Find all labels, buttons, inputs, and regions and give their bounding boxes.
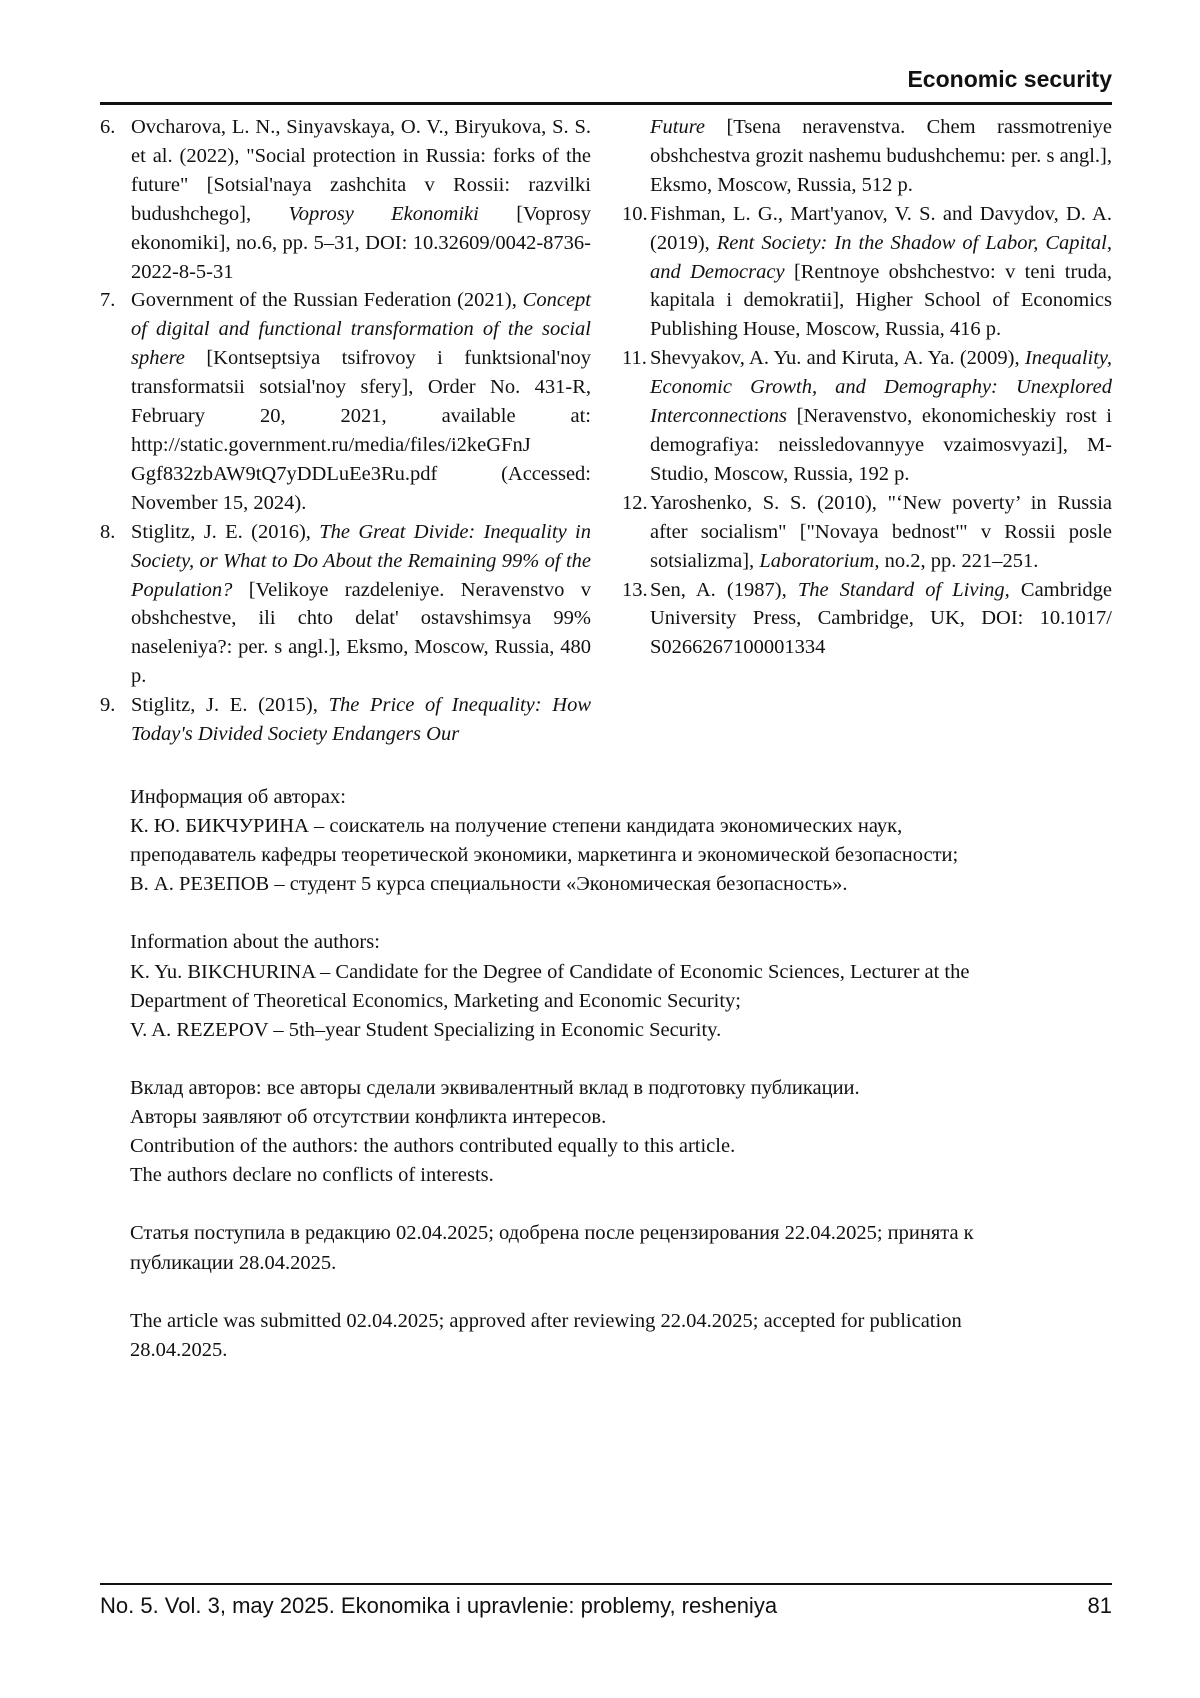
reference-title: Inequality, Economic Growth, and Demography: Unexplored Interconnections — [650, 347, 1112, 427]
author-information — [130, 783, 1090, 1394]
info-paragraph — [130, 783, 1090, 899]
info-paragraph — [130, 1307, 1090, 1365]
reference-number: 13. — [622, 576, 648, 605]
info-paragraph — [130, 928, 1090, 1044]
reference-item — [100, 286, 591, 517]
reference-text: Stiglitz, J. E. (2015), — [131, 694, 329, 716]
reference-text: Yaroshenko, S. S. (2010), "‘New poverty’ in Russia after socialism" ["Novaya bednost'" v Rossii posle sotsializma], — [650, 492, 1112, 572]
footer-rule — [100, 1583, 1112, 1585]
info-line: В. А. РЕЗЕПОВ – студент 5 курса специальности «Экономическая безопасность». — [130, 870, 1090, 899]
reference-text: [Kontseptsiya tsifrovoy i funktsional'noy transformatsii sotsial'noy sfery], Order No. 431-R, February 20, 2021, available at: http://static.government.ru/media/files/i2keGFnJ Ggf832zbAW9tQ7yDDLuEe3Ru.pdf (Accessed: November 15, 2024). — [131, 347, 591, 514]
info-line: K. Yu. BIKCHURINA – Candidate for the Degree of Candidate of Economic Sciences, Lecturer at the — [130, 958, 1090, 987]
reference-text: [Voprosy ekonomiki], no.6, pp. 5–31, DOI: 10.32609/0042-8736-2022-8-5-31 — [131, 203, 591, 283]
page-number: 81 — [1088, 1593, 1112, 1619]
reference-title: Concept of digital and functional transformation of the social sphere — [131, 289, 591, 369]
reference-number: 7. — [100, 286, 115, 315]
info-line: К. Ю. БИКЧУРИНА – соискатель на получение степени кандидата экономических наук, — [130, 812, 1090, 841]
reference-continuation — [622, 113, 1112, 200]
reference-item — [622, 344, 1112, 489]
reference-title: The Great Divide: Inequality in Society, or What to Do About the Remaining 99% of the Population? — [131, 521, 591, 601]
reference-title: Voprosy Ekonomiki — [289, 203, 479, 225]
reference-title: Future — [650, 116, 705, 138]
reference-number: 9. — [100, 691, 115, 720]
journal-citation: No. 5. Vol. 3, may 2025. Ekonomika i upravlenie: problemy, resheniya — [100, 1593, 777, 1619]
reference-text: [Velikoye razdeleniye. Neravenstvo v obshchestve, ili chto delat' ostavshimsya 99% naseleniya?: per. s angl.], Eksmo, Moscow, Russia, 480 p. — [131, 579, 591, 688]
info-line: Department of Theoretical Economics, Marketing and Economic Security; — [130, 987, 1090, 1016]
reference-item — [622, 200, 1112, 345]
references-column-right — [622, 113, 1112, 662]
reference-text: Ovcharova, L. N., Sinyavskaya, O. V., Biryukova, S. S. et al. (2022), "Social protection in Russia: forks of the future" [Sotsial'naya zashchita v Rossii: razvilki budushchego], — [131, 116, 591, 225]
reference-item — [622, 576, 1112, 663]
section-header: Economic security — [907, 66, 1112, 93]
reference-title: Rent Society: In the Shadow of Labor, Capital, and Democracy — [650, 232, 1112, 283]
reference-number: 10. — [622, 200, 648, 229]
reference-text: Sen, A. (1987), — [650, 579, 798, 601]
reference-text: Shevyakov, A. Yu. and Kiruta, A. Ya. (2009), — [650, 347, 1025, 369]
reference-title: Laboratorium, — [759, 550, 879, 572]
reference-item — [100, 113, 591, 286]
info-line: Вклад авторов: все авторы сделали эквивалентный вклад в подготовку публикации. — [130, 1074, 1090, 1103]
info-paragraph — [130, 1074, 1090, 1190]
reference-number: 12. — [622, 489, 648, 518]
reference-number: 8. — [100, 518, 115, 547]
info-line: Contribution of the authors: the authors contributed equally to this article. — [130, 1132, 1090, 1161]
reference-text: no.2, pp. 221–251. — [880, 550, 1039, 572]
reference-text: Government of the Russian Federation (2021), — [131, 289, 523, 311]
reference-title: The Standard of Living, — [798, 579, 1010, 601]
info-line: Статья поступила в редакцию 02.04.2025; одобрена после рецензирования 22.04.2025; принята к — [130, 1219, 1090, 1248]
info-line: публикации 28.04.2025. — [130, 1249, 1090, 1278]
info-line: преподаватель кафедры теоретической экономики, маркетинга и экономической безопасности; — [130, 841, 1090, 870]
reference-text: [Rentnoye obshchestvo: v teni truda, kapitala i demokratii], Higher School of Economics Publishing House, Moscow, Russia, 416 p. — [650, 261, 1112, 341]
page-footer — [100, 1593, 1112, 1619]
reference-item — [100, 518, 591, 691]
reference-title: The Price of Inequality: How Today's Divided Society Endangers Our — [131, 694, 591, 745]
header-rule — [100, 102, 1112, 105]
info-line: Information about the authors: — [130, 928, 1090, 957]
info-line: Информация об авторах: — [130, 783, 1090, 812]
info-paragraph — [130, 1219, 1090, 1277]
references-column-left — [100, 113, 591, 749]
info-line: The authors declare no conflicts of interests. — [130, 1161, 1090, 1190]
info-line: Авторы заявляют об отсутствии конфликта интересов. — [130, 1103, 1090, 1132]
info-line: 28.04.2025. — [130, 1336, 1090, 1365]
reference-item — [622, 489, 1112, 576]
reference-number: 6. — [100, 113, 115, 142]
reference-text: [Tsena neravenstva. Chem rassmotreniye obshchestva grozit nashemu budushchemu: per. s angl.], Eksmo, Moscow, Russia, 512 p. — [650, 116, 1112, 196]
info-line: V. A. REZEPOV – 5th–year Student Specializing in Economic Security. — [130, 1016, 1090, 1045]
reference-text: Cambridge University Press, Cambridge, UK, DOI: 10.1017/ S0266267100001334 — [650, 579, 1112, 659]
reference-text: [Neravenstvo, ekonomicheskiy rost i demografiya: neissledovannyye vzaimosvyazi], M-Studio, Moscow, Russia, 192 p. — [650, 405, 1112, 485]
reference-text: Stiglitz, J. E. (2016), — [131, 521, 319, 543]
reference-text: Fishman, L. G., Mart'yanov, V. S. and Davydov, D. A. (2019), — [650, 203, 1112, 254]
reference-number: 11. — [622, 344, 647, 373]
info-line: The article was submitted 02.04.2025; approved after reviewing 22.04.2025; accepted for publication — [130, 1307, 1090, 1336]
reference-item — [100, 691, 591, 749]
